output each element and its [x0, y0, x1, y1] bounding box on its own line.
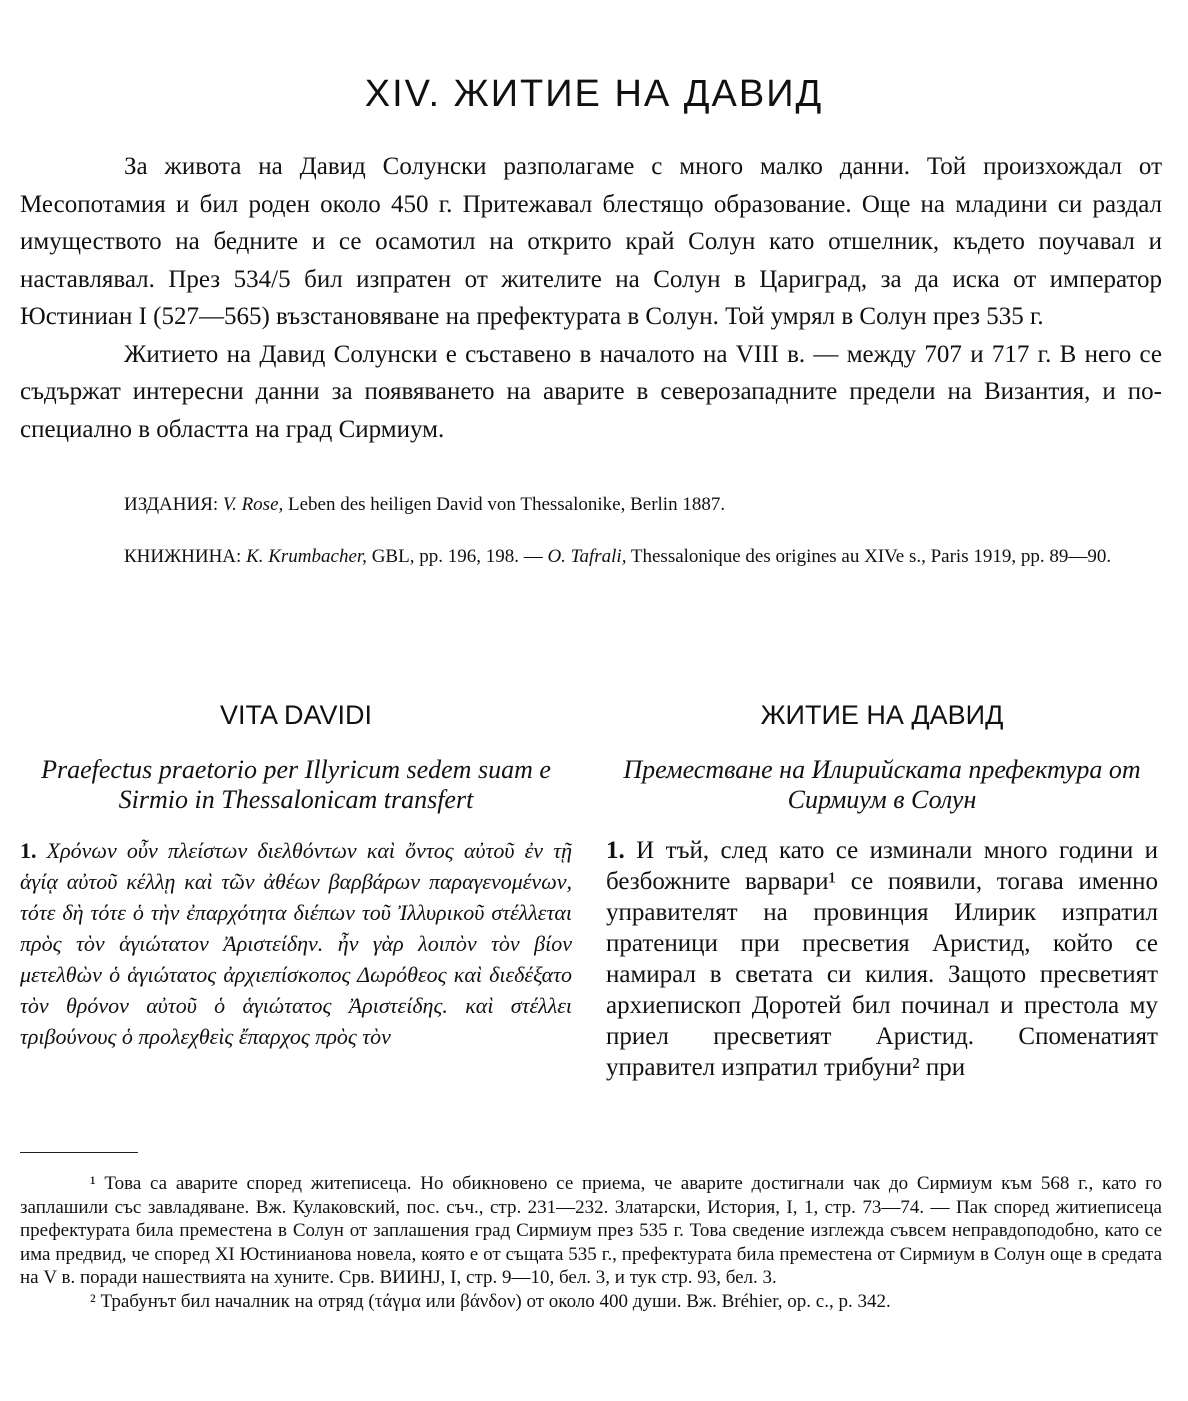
editions-line: [20, 490, 1162, 520]
editions-text: Leben des heiligen David von Thessalonike, Berlin 1887.: [288, 494, 726, 515]
bulgarian-subheading: Преместване на Илирийската префектура от Сирмиум в Солун: [623, 755, 1141, 814]
introduction: [20, 148, 1162, 448]
page-title: XIV. ЖИТИЕ НА ДАВИД: [364, 73, 824, 116]
literature-label: КНИЖНИНА:: [124, 546, 242, 567]
literature-text-2: Thessalonique des origines au XIVe s., Paris 1919, pp. 89—90.: [630, 546, 1112, 567]
editions-label: ИЗДАНИЯ:: [124, 494, 219, 515]
literature-line: [20, 542, 1162, 572]
bulgarian-column: [606, 700, 1158, 1083]
intro-paragraph-1: За живота на Давид Солунски разполагаме с много малко данни. Той произхождал от Месопотамия и бил роден около 450 г. Притежавал блестящо образование. Още на младини си раздал имуществото на бедните и се осамотил на открито край Солун като отшелник, където поучавал и наставлявал. През 534/5 бил изпратен от жителите на Солун в Цариград, за да иска от император Юстиниан I (527—565) възстановяване на префектурата в Солун. Той умрял в Солун през 535 г.: [20, 153, 1162, 330]
greek-paragraph: Χρόνων οὖν πλείστων διελθόντων καὶ ὄντος αὐτοῦ ἐν τῇ ἁγίᾳ αὐτοῦ κέλλῃ καὶ τῶν ἀθέων βαρβάρων παραγενομένων, τότε δὴ τότε ὁ τὴν ἐπαρχότητα διέπων τοῦ Ἰλλυρικοῦ στέλλεται πρὸς τὸν ἁγιώτατον Ἀριστείδην. ἦν γὰρ λοιπὸν τὸν βίον μετελθὼν ὁ ἁγιώτατος ἀρχιεπίσκοπος Δωρόθεος καὶ διεδέξατο τὸν θρόνον αὐτοῦ ὁ ἁγιώτατος Ἀριστείδης. καὶ στέλλει τριβούνους ὁ προλεχθεὶς ἔπαρχος πρὸς τὸν: [20, 838, 573, 1049]
literature-author-1: K. Krumbacher,: [246, 546, 367, 567]
greek-paragraph-number: 1.: [20, 838, 37, 863]
editions-author: V. Rose,: [222, 494, 284, 515]
greek-heading: VITA DAVIDI: [219, 700, 373, 730]
bulgarian-text: [606, 835, 1158, 1083]
literature-text-1: GBL, pp. 196, 198. —: [371, 546, 543, 567]
literature-author-2: O. Tafrali,: [547, 546, 627, 567]
bulgarian-paragraph-number: 1.: [606, 837, 625, 864]
bulgarian-heading: ЖИТИЕ НА ДАВИД: [760, 700, 1004, 730]
footnote-1: ¹ Това са аварите според житеписеца. Но обикновено се приема, че аварите достигнали чак до Сирмиум към 568 г., като го заплашили със завладяване. Вж. Кулаковский, пос. съч., стр. 231—232. Златарски, История, I, 1, стр. 73—74. — Пак според житиеписеца префектурата била преместена в Солун от заплашения град Сирмиум през 535 г. Това сведение изглежда съвсем неправдоподобно, като се има предвид, че според XI Юстинианова новела, която е от същата 535 г., префектурата била преместена от Сирмиум в Солун още в средата на V в. поради нашествията на хуните. Срв. ВИИНЈ, I, стр. 9—10, бел. 3, и тук стр. 93, бел. 3.: [20, 1173, 1162, 1288]
footnote-divider: [20, 1152, 138, 1153]
footnotes: [20, 1172, 1162, 1313]
greek-column: [20, 700, 572, 1052]
editions-reference: [20, 490, 1162, 520]
literature-reference: [20, 542, 1162, 572]
bulgarian-paragraph: И тъй, след като се изминали много години и безбожните варвари¹ се появили, тогава именно управителят на провинция Илирик изпратил пратеници при пресветия Аристид, който се намирал в светата си килия. Защото пресветият архиепископ Доротей бил починал и престола му приел пресветият Аристид. Споменатият управител изпратил трибуни² при: [606, 837, 1159, 1081]
footnote-2: ² Трабунът бил началник на отряд (τάγμα или βάνδον) от около 400 души. Вж. Bréhier, op. c., p. 342.: [90, 1290, 891, 1312]
intro-paragraph-2: Житието на Давид Солунски е съставено в началото на VIII в. — между 707 и 717 г. В него се съдържат интересни данни за появяването на аварите в северозападните предели на Византия, и по-специално в областта на град Сирмиум.: [20, 340, 1162, 443]
greek-subheading: Praefectus praetorio per Illyricum sedem suam e Sirmio in Thessalonicam transfert: [41, 755, 551, 814]
greek-text: [20, 835, 572, 1052]
